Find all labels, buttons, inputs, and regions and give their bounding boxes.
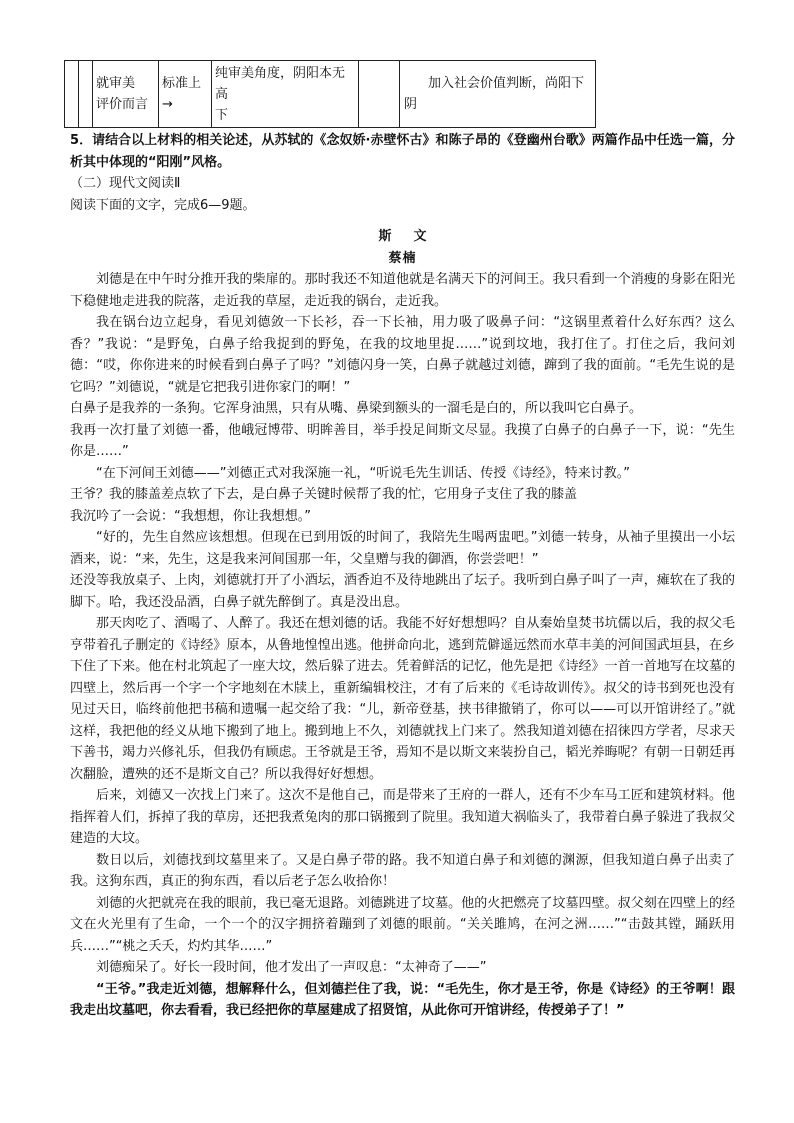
- article-title: 斯文: [378, 229, 449, 244]
- question-5: 5．请结合以上材料的相关论述，从苏轼的《念奴娇·赤壁怀古》和陈子昂的《登幽州台歌》两篇作品中任选一篇，分析其中体现的“阳刚”风格。: [70, 133, 735, 170]
- article-paragraph: 后来，刘德又一次找上门来了。这次不是他自己，而是带来了王府的一群人，还有不少车马工匠和建筑材料。他指挥着人们，拆掉了我的草房，还把我煮兔肉的那口锅搬到了院里。我知道大祸临头了，我带着白鼻子躲进了我叔父建造的大坟。: [70, 788, 735, 846]
- article-author: 蔡楠: [388, 250, 417, 266]
- article-paragraph: 白鼻子是我养的一条狗。它浑身油黑，只有从嘴、鼻梁到额头的一溜毛是白的，所以我叫它白鼻子。: [70, 401, 643, 416]
- table-cell-empty: [359, 61, 400, 128]
- article-paragraph: 数日以后，刘德找到坟墓里来了。又是白鼻子带的路。我不知道白鼻子和刘德的渊源，但我知道白鼻子出卖了我。这狗东西，真正的狗东西，看以后老子怎么收拾你！: [70, 852, 735, 889]
- table-cell-text: 下: [215, 107, 229, 123]
- comparison-table: [64, 60, 596, 128]
- table-cell-text: 就审美: [96, 76, 136, 91]
- article-paragraph: 刘德是在中午时分推开我的柴扉的。那时我还不知道他就是名满天下的河间王。我只看到一个消瘦的身影在阳光下稳健地走进我的院落，走近我的草屋，走近我的锅台，走近我。: [70, 272, 735, 309]
- table-cell-text: 评价而言: [96, 97, 149, 112]
- article-paragraph: 还没等我放桌子、上肉，刘德就打开了小酒坛，酒香迫不及待地跳出了坛子。我听到白鼻子叫了一声，瘫软在了我的脚下。哈，我还没品酒，白鼻子就先醉倒了。真是没出息。: [70, 573, 735, 610]
- article-paragraph: 我沉吟了一会说：“我想想，你让我想想。”: [70, 508, 311, 524]
- article-paragraph: 王爷？我的膝盖差点软了下去，是白鼻子关键时候帮了我的忙，它用身子支住了我的膝盖: [70, 487, 578, 502]
- table-cell-text: 纯审美角度，阴阳本无高: [215, 65, 346, 102]
- table-cell-aspect: [93, 61, 159, 128]
- table-cell-text: 标准上: [162, 76, 202, 91]
- article-paragraph: 那天肉吃了、酒喝了、人醉了。我还在想刘德的话。我能不好好想想吗？自从秦始皇焚书坑儒以后，我的叔父毛亨带着孔子删定的《诗经》原本，从鲁地惶惶出逃。他拼命向北，逃到荒僻遥远然而水草丰美的河间国武垣县，在乡下住了下来。他在村北筑起了一座大坟，然后躲了进去。凭着鲜活的记忆，他先是把《诗经》一首一首地写在坟墓的四壁上，然后再一个字一个字地刻在木牍上，重新编辑校注，才有了后来的《毛诗故训传》。叔父的诗书到死也没有见过天日，临终前他把书稿和遗嘱一起交给了我：“儿，新帝登基，挟书律撤销了，你可以——可以开馆讲经了。”就这样，我把他的经义从地下搬到了地上。搬到地上不久，刘德就找上门来了。然我知道刘德在招徕四方学者，尽求天下善书，竭力兴修礼乐，但我仍有顾虑。王爷就是王爷，焉知不是以斯文来装扮自己，韬光养晦呢？有朝一日朝廷再次翻脸，遭殃的还不是斯文自己？所以我得好好想想。: [70, 616, 735, 782]
- table-cell-pure-aesthetic: [212, 61, 359, 128]
- article-paragraph: “在下河间王刘德——”刘德正式对我深施一礼，“听说毛先生训话、传授《诗经》，特来讨教。”: [96, 465, 630, 481]
- table-cell-text: 加入社会价值判断，尚阳下: [428, 76, 585, 91]
- table-cell-empty: [79, 61, 93, 128]
- section-heading: （二）现代文阅读Ⅱ: [70, 176, 181, 191]
- table-cell-social-value: [400, 61, 596, 128]
- table-cell-standard: [159, 61, 212, 128]
- article-paragraph: 我在锅台边立起身，看见刘德敛一下长衫，吞一下长袖，用力吸了吸鼻子问：“这锅里煮着什么好东西？这么香？”我说：“是野兔，白鼻子给我捉到的野兔，在我的坟地里捉……”说到坟地，我打住了。打住之后，我问刘德：“哎，你你进来的时候看到白鼻子了吗？”刘德闪身一笑，白鼻子就越过刘德，蹿到了我的面前。“毛先生说的是它吗？”刘德说，“就是它把我引进你家门的啊！”: [70, 315, 735, 395]
- article-paragraph: 我再一次打量了刘德一番，他峨冠博带、明眸善目，举手投足间斯文尽显。我摸了白鼻子的白鼻子一下，说：“先生你是……”: [70, 422, 735, 459]
- table-cell-text: 阴: [404, 97, 418, 112]
- table-row: [65, 61, 596, 128]
- table-cell-empty: [65, 61, 79, 128]
- document-body: [70, 130, 735, 1022]
- article-paragraph: 刘德的火把就亮在我的眼前，我已毫无退路。刘德跳进了坟墓。他的火把燃亮了坟墓四壁。叔父刻在四壁上的经文在火光里有了生命，一个一个的汉字拥挤着蹦到了刘德的眼前。“关关雎鸠，在河之洲……”“击鼓其镗，踊跃用兵……”“桃之夭夭，灼灼其华……”: [70, 895, 735, 954]
- reading-instruction: 阅读下面的文字，完成6—9题。: [70, 197, 256, 213]
- table-cell-text: →: [162, 97, 173, 112]
- article-paragraph: “王爷。”我走近刘德，想解释什么，但刘德拦住了我，说：“毛先生，你才是王爷，你是《诗经》的王爷啊！跟我走出坟墓吧，你去看看，我已经把你的草屋建成了招贤馆，从此你可开馆讲经，传授弟子了！”: [70, 981, 735, 1018]
- article-paragraph: 刘德痴呆了。好长一段时间，他才发出了一声叹息：“太神奇了——”: [96, 960, 487, 975]
- comparison-table-fragment: [64, 60, 596, 128]
- article-paragraph: “好的，先生自然应该想想。但现在已到用饭的时间了，我陪先生喝两盅吧。”刘德一转身，从袖子里摸出一小坛酒来，说：“来，先生，这是我来河间国那一年，父皇赠与我的御酒，你尝尝吧！”: [70, 530, 735, 567]
